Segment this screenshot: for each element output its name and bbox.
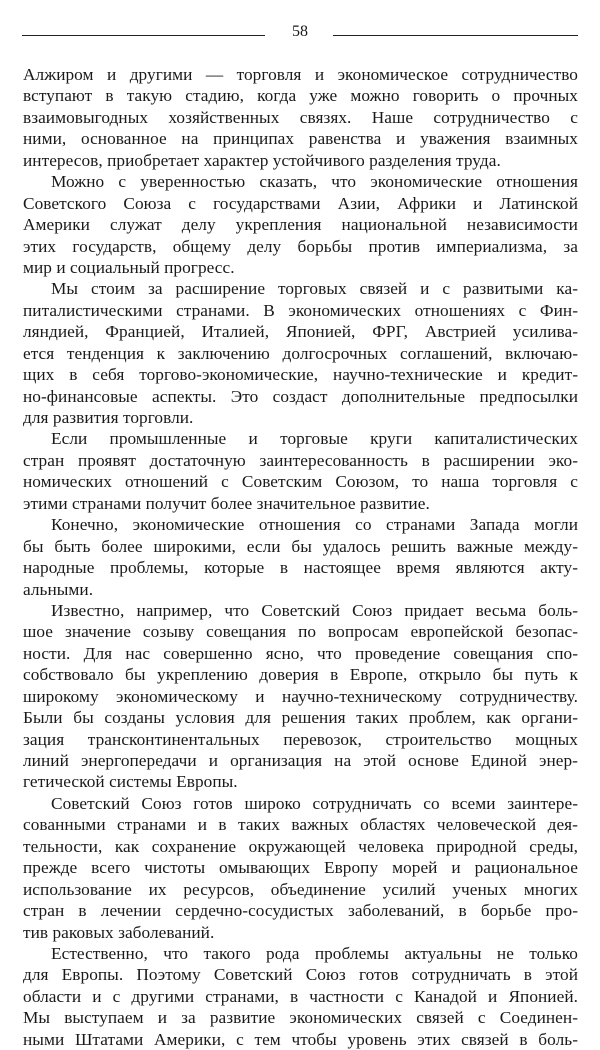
text-line: этих государств, общему делу борьбы против империализма, за	[23, 236, 578, 256]
text-line: шое значение созыву совещания по вопросам европейской безопас-	[23, 622, 578, 642]
text-line: взаимовыгодных хозяйственных связях. Наше сотрудничество с	[23, 107, 578, 127]
text-line: собствовало бы укреплению доверия в Европе, открыло бы путь к	[23, 665, 578, 685]
text-line: ляндией, Францией, Италией, Японией, ФРГ, Австрией усилива-	[23, 322, 578, 342]
text-line: Америки служат делу укрепления национальной независимости	[23, 215, 578, 235]
text-line: гетической системы Европы.	[23, 772, 238, 792]
text-line: мир и социальный прогресс.	[23, 257, 235, 277]
header-rule-left	[22, 35, 265, 36]
page-body	[23, 64, 578, 1050]
paragraph-first-line: Если промышленные и торговые круги капиталистических	[51, 429, 578, 449]
header-rule-right	[333, 35, 578, 36]
text-line: бы быть более широкими, если бы удалось решить важные между-	[23, 536, 578, 556]
text-line: области и с другими странами, в частности с Канадой и Японией.	[23, 986, 578, 1006]
text-line: прежде всего чистоты омывающих Европу морей и рациональное	[23, 858, 578, 878]
paragraph-first-line: Советский Союз готов широко сотрудничать со всеми заинтере-	[51, 793, 578, 813]
text-line: зация трансконтинентальных перевозок, строительство мощных	[23, 729, 578, 749]
text-line: альными.	[23, 579, 94, 599]
text-line: вступают в такую стадию, когда уже можно говорить о прочных	[23, 86, 578, 106]
text-line: но-финансовые аспекты. Это создаст дополнительные предпосылки	[23, 386, 578, 406]
text-line: ными Штатами Америки, с тем чтобы уровень этих связей в боль-	[23, 1029, 578, 1049]
text-line: номических отношений с Советским Союзом, то наша торговля с	[23, 472, 578, 492]
text-line: ется тенденция к заключению долгосрочных соглашений, включаю-	[23, 343, 578, 363]
text-line: Алжиром и другими — торговля и экономическое сотрудничество	[23, 65, 578, 84]
text-line: Были бы созданы условия для решения таких проблем, как органи-	[23, 708, 578, 728]
text-line: стран проявят достаточную заинтересованность в расширении эко-	[23, 450, 578, 470]
paragraph-first-line: Естественно, что такого рода проблемы актуальны не только	[51, 943, 578, 963]
text-line: тив раковых заболеваний.	[23, 922, 215, 942]
text-line: этими странами получит более значительное развитие.	[23, 493, 430, 513]
text-line: Советского Союза с государствами Азии, Африки и Латинской	[23, 193, 578, 213]
paragraph-first-line: Мы стоим за расширение торговых связей и с развитыми ка-	[51, 279, 578, 299]
text-line: интересов, приобретает характер устойчивого разделения труда.	[23, 150, 501, 170]
text-line: народные проблемы, которые в настоящее время являются акту-	[23, 558, 578, 578]
text-line: для Европы. Поэтому Советский Союз готов сотрудничать в этой	[23, 965, 578, 985]
paragraph-first-line: Известно, например, что Советский Союз придает весьма боль-	[51, 600, 578, 620]
text-line: использование их ресурсов, объединение усилий ученых многих	[23, 879, 578, 899]
text-line: линий энергопередачи и организация на этой основе Единой энер-	[23, 751, 578, 770]
text-line: Мы выступаем и за развитие экономических связей с Соединен-	[23, 1008, 578, 1028]
page-header	[22, 22, 578, 46]
text-line: щих в себя торгово-экономические, научно-технические и кредит-	[23, 365, 578, 385]
text-line: ности. Для нас совершенно ясно, что проведение совещания спо-	[23, 643, 578, 663]
paragraph-first-line: Конечно, экономические отношения со странами Запада могли	[51, 515, 578, 535]
paragraph-first-line: Можно с уверенностью сказать, что экономические отношения	[51, 172, 578, 192]
page-number: 58	[292, 23, 308, 40]
text-line: ними, основанное на принципах равенства и уважения взаимных	[23, 129, 578, 149]
text-line: широкому экономическому и научно-техническому сотрудничеству.	[23, 686, 578, 706]
text-line: стран в лечении сердечно-сосудистых заболеваний, в борьбе про-	[23, 901, 578, 921]
text-line: для развития торговли.	[23, 408, 194, 427]
text-line: питалистическими странами. В экономических отношениях с Фин-	[23, 300, 578, 320]
text-line: тельности, как сохранение окружающей человека природной среды,	[23, 836, 578, 856]
text-line: сованными странами и в таких важных областях человеческой дея-	[23, 815, 578, 835]
